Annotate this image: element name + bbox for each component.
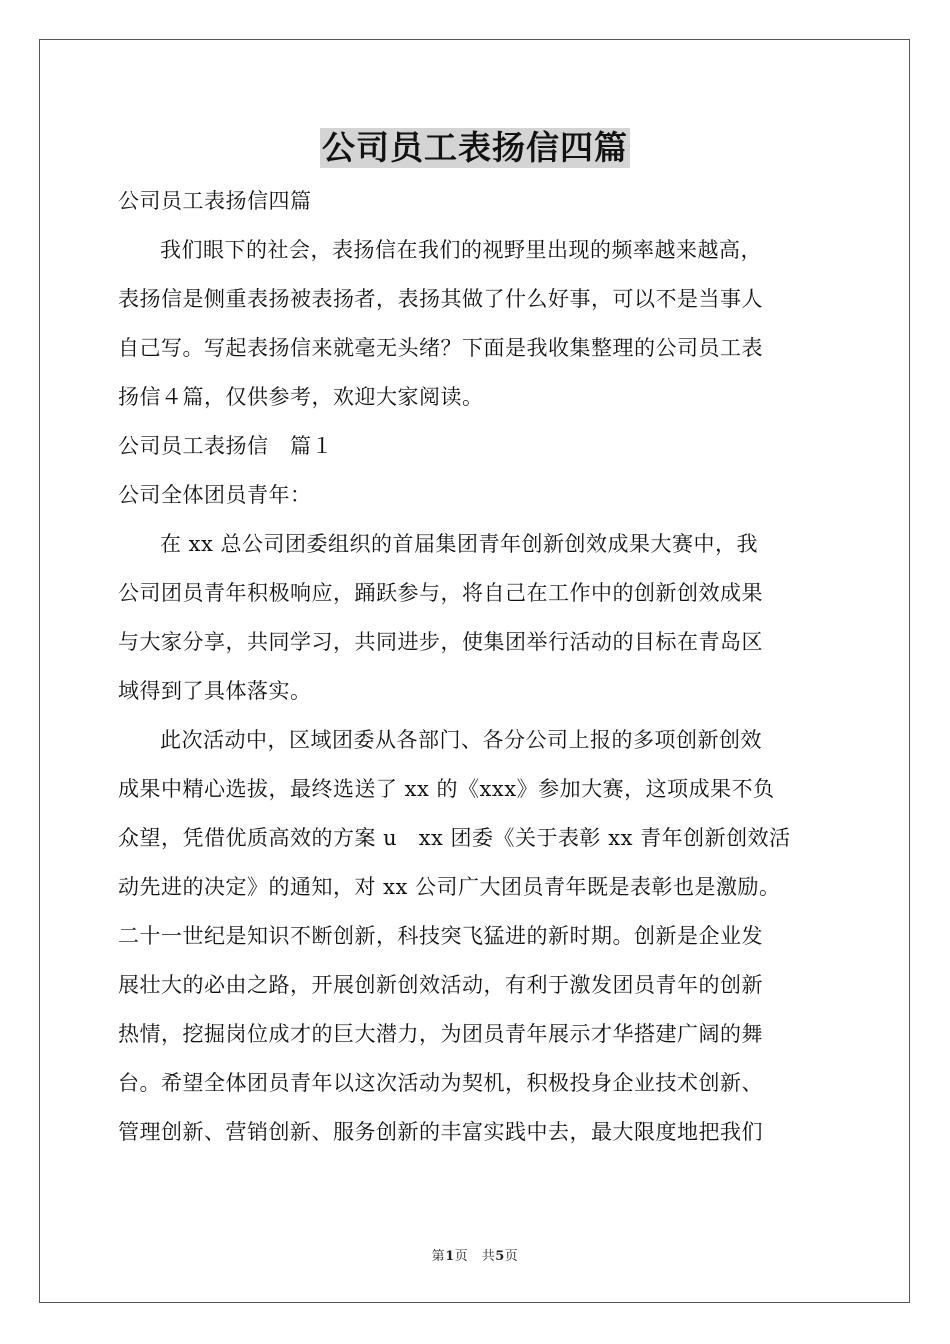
page-prefix: 第 — [431, 1249, 446, 1264]
page-mid: 页 共 — [454, 1249, 496, 1264]
document-title-text: 公司员工表扬信四篇 — [322, 128, 628, 167]
section-heading: 公司员工表扬信 篇１ — [118, 434, 333, 458]
current-page-number: 1 — [445, 1249, 455, 1264]
page-footer — [0, 1245, 950, 1264]
body-line: 域得到了具体落实。 — [118, 679, 312, 703]
body-line: 我们眼下的社会，表扬信在我们的视野里出现的频率越来越高， — [160, 238, 762, 262]
body-line: 热情，挖掘岗位成才的巨大潜力，为团员青年展示才华搭建广阔的舞 — [118, 1022, 763, 1046]
body-line: 在 xx 总公司团委组织的首届集团青年创新创效成果大赛中，我 — [160, 532, 759, 556]
document-title — [0, 128, 950, 168]
body-line: 二十一世纪是知识不断创新，科技突飞猛进的新时期。创新是企业发 — [118, 924, 763, 948]
document-body — [118, 177, 858, 1157]
body-line: 公司团员青年积极响应，踊跃参与，将自己在工作中的创新创效成果 — [118, 581, 763, 605]
body-line: 自己写。写起表扬信来就毫无头绪？下面是我收集整理的公司员工表 — [118, 336, 763, 360]
body-line: 台。希望全体团员青年以这次活动为契机，积极投身企业技术创新、 — [118, 1071, 763, 1095]
body-line: 成果中精心选拔，最终选送了 xx 的《xxx》参加大赛，这项成果不负 — [118, 777, 775, 801]
body-line: 与大家分享，共同学习，共同进步，使集团举行活动的目标在青岛区 — [118, 630, 763, 654]
body-line: 此次活动中，区域团委从各部门、各分公司上报的多项创新创效 — [160, 728, 762, 752]
body-line: 众望，凭借优质高效的方案 u xx 团委《关于表彰 xx 青年创新创效活 — [118, 826, 791, 850]
body-line: 扬信４篇，仅供参考，欢迎大家阅读。 — [118, 385, 484, 409]
salutation: 公司全体团员青年： — [118, 483, 312, 507]
intro-heading: 公司员工表扬信四篇 — [118, 189, 312, 213]
body-line: 管理创新、营销创新、服务创新的丰富实践中去，最大限度地把我们 — [118, 1120, 763, 1144]
page-suffix: 页 — [504, 1249, 519, 1264]
body-line: 动先进的决定》的通知，对 xx 公司广大团员青年既是表彰也是激励。 — [118, 875, 781, 899]
body-line: 表扬信是侧重表扬被表扬者，表扬其做了什么好事，可以不是当事人 — [118, 287, 763, 311]
body-line: 展壮大的必由之路，开展创新创效活动，有利于激发团员青年的创新 — [118, 973, 763, 997]
total-pages-number: 5 — [495, 1249, 505, 1264]
